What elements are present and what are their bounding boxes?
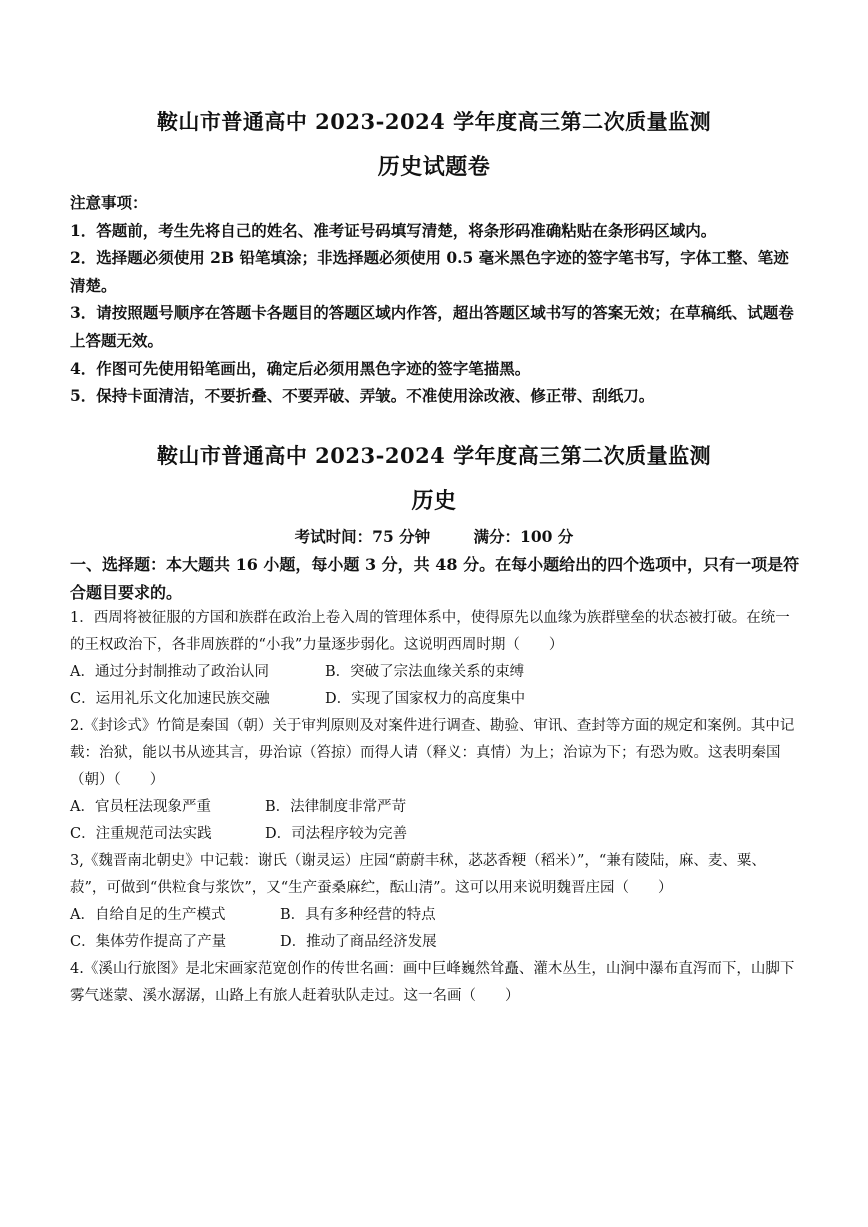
exam-meta xyxy=(0,525,868,547)
option-row xyxy=(70,686,802,713)
option-c: C．注重规范司法实践 xyxy=(70,826,212,842)
option-a: A．自给自足的生产模式 xyxy=(70,907,226,923)
option-row xyxy=(70,821,802,848)
option-a: A．官员枉法现象严重 xyxy=(70,799,211,815)
option-row xyxy=(70,902,802,929)
option-b: B．法律制度非常严苛 xyxy=(265,799,407,815)
notice-item: 1．答题前，考生先将自己的姓名、准考证号码填写清楚，将条形码准确粘贴在条形码区域内。 xyxy=(70,220,717,240)
exam-subject: 历史 xyxy=(411,488,457,514)
option-c: C．运用礼乐文化加速民族交融 xyxy=(70,691,270,707)
question-stem: 1．西周将被征服的方国和族群在政治上卷入周的管理体系中，使得原先以血缘为族群壁垒的状态被打破。在统一的王权政治下，各非周族群的“小我”力量逐步弱化。这说明西周时期（ ） xyxy=(70,610,790,653)
option-d: D．推动了商品经济发展 xyxy=(280,934,437,950)
option-b: B．突破了宗法血缘关系的束缚 xyxy=(325,664,525,680)
exam-title: 鞍山市普通高中 2023-2024 学年度高三第二次质量监测 xyxy=(156,443,712,468)
option-c: C．集体劳作提高了产量 xyxy=(70,934,227,950)
notice-item: 2．选择题必须使用 2B 铅笔填涂；非选择题必须使用 0.5 毫米黑色字迹的签字笔书写，字体工整、笔迹清楚。 xyxy=(70,248,789,295)
exam-time: 考试时间：75 分钟 xyxy=(294,527,431,546)
question-stem: 3,《魏晋南北朝史》中记载：谢氏（谢灵运）庄园“蔚蔚丰秫，苾苾香粳（稻米）”，“兼有陵陆，麻、麦、粟、菽”，可做到“供粒食与浆饮”，又“生产蚕桑麻纻，酝山清”。这可以用来说明魏晋庄园（ ） xyxy=(70,853,766,896)
section-heading: 一、选择题：本大题共 16 小题，每小题 3 分，共 48 分。在每小题给出的四个选项中，只有一项是符合题目要求的。 xyxy=(70,555,800,602)
question-list xyxy=(70,605,802,1010)
paper-title: 鞍山市普通高中 2023-2024 学年度高三第二次质量监测 xyxy=(156,109,712,134)
question-stem: 2.《封诊式》竹简是秦国（朝）关于审判原则及对案件进行调查、勘验、审讯、查封等方面的规定和案例。其中记载：治狱，能以书从迹其言，毋治谅（笞掠）而得人请（释义：真情）为上；治谅为下；有恐为败。这表明秦国（朝）（ ） xyxy=(70,718,795,788)
option-row xyxy=(70,659,802,686)
option-b: B．具有多种经营的特点 xyxy=(280,907,436,923)
option-row xyxy=(70,794,802,821)
option-d: D．实现了国家权力的高度集中 xyxy=(325,691,526,707)
notice-item: 4．作图可先使用铅笔画出，确定后必须用黑色字迹的签字笔描黑。 xyxy=(70,358,531,378)
option-d: D．司法程序较为完善 xyxy=(265,826,408,842)
exam-score: 满分：100 分 xyxy=(473,527,574,546)
question-stem: 4.《溪山行旅图》是北宋画家范宽创作的传世名画：画中巨峰巍然耸矗、灌木丛生，山涧中瀑布直泻而下，山脚下雾气迷蒙、溪水潺潺，山路上有旅人赶着驮队走过。这一名画（ ） xyxy=(70,961,795,1004)
notice-heading: 注意事项： xyxy=(70,193,148,212)
notice-item: 5．保持卡面清洁，不要折叠、不要弄破、弄皱。不准使用涂改液、修正带、刮纸刀。 xyxy=(70,386,655,406)
notice-block xyxy=(70,189,800,410)
paper-subtitle: 历史试题卷 xyxy=(377,154,491,180)
option-a: A．通过分封制推动了政治认同 xyxy=(70,664,269,680)
notice-item: 3．请按照题号顺序在答题卡各题目的答题区域内作答，超出答题区域书写的答案无效；在草稿纸、试题卷上答题无效。 xyxy=(70,303,794,350)
option-row xyxy=(70,929,802,956)
